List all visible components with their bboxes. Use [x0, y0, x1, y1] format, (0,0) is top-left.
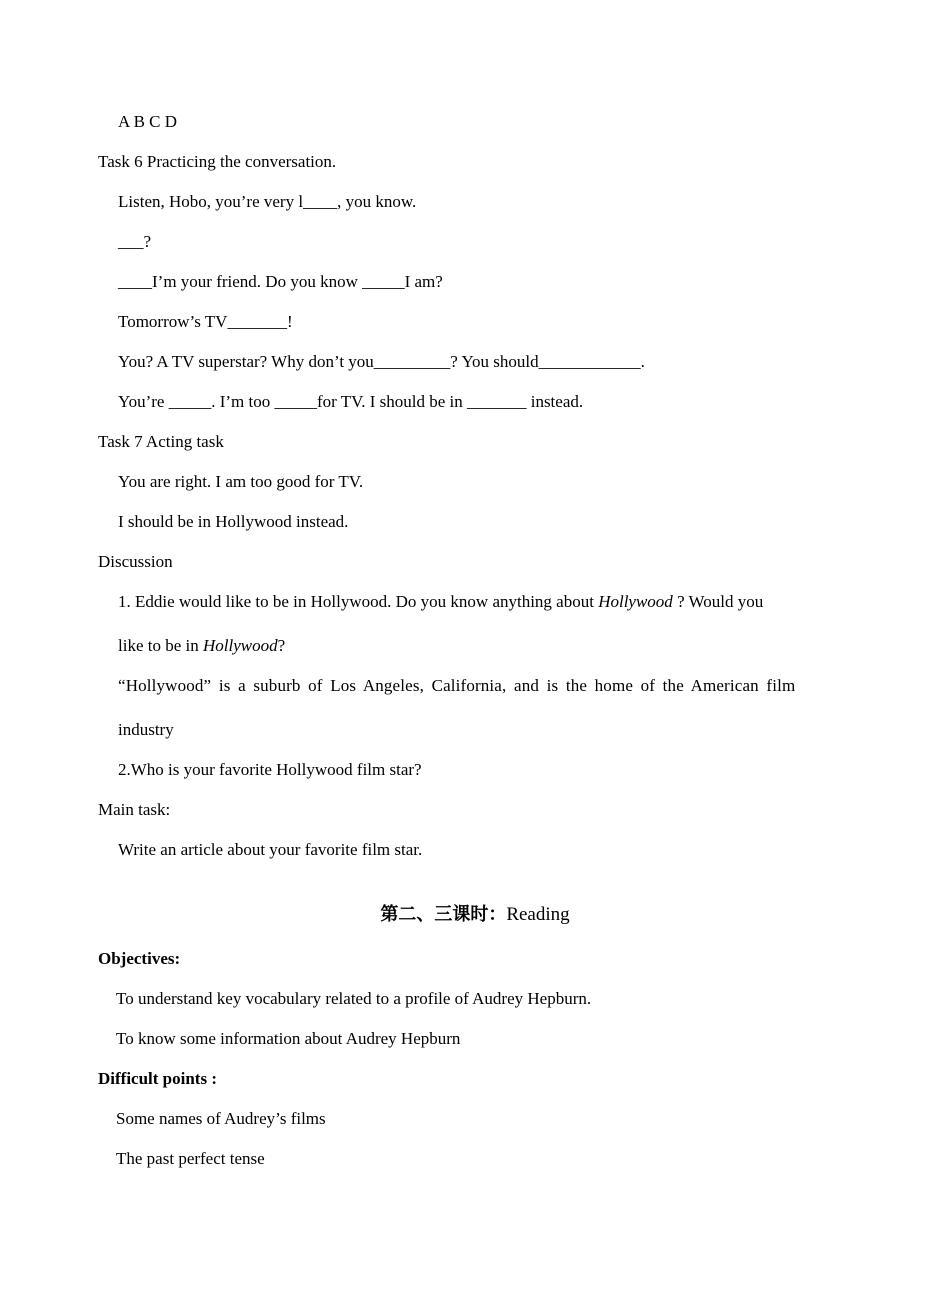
hollywood-description-cont: industry	[118, 720, 174, 739]
section-title	[0, 904, 950, 926]
difficult-points-label-text: Difficult points :	[98, 1069, 217, 1088]
objective-item: To know some information about Audrey Hepburn	[116, 1029, 461, 1048]
discussion-q1-text: 1. Eddie would like to be in Hollywood. Do you know anything about	[118, 592, 599, 611]
acting-line-1: You are right. I am too good for TV.	[118, 472, 364, 491]
conversation-line-6: You’re _____. I’m too _____for TV. I should be in _______ instead.	[118, 392, 584, 411]
discussion-q1-tail: ? Would you	[672, 592, 764, 611]
discussion-q1b-tail: ?	[277, 636, 286, 655]
conversation-line-3: ____I’m your friend. Do you know _____I am?	[118, 272, 443, 291]
discussion-q1b-text: like to be in	[118, 636, 203, 655]
task6-heading: Task 6 Practicing the conversation.	[98, 152, 337, 171]
difficult-points-label	[98, 1068, 217, 1090]
acting-line-2: I should be in Hollywood instead.	[118, 512, 349, 531]
discussion-question-1-cont	[118, 635, 285, 657]
conversation-line-4: Tomorrow’s TV_______!	[118, 312, 293, 331]
main-task-heading: Main task:	[98, 800, 171, 819]
section-title-en: Reading	[506, 904, 570, 925]
discussion-question-2: 2.Who is your favorite Hollywood film star?	[118, 760, 422, 779]
task7-heading: Task 7 Acting task	[98, 432, 224, 451]
discussion-q1b-italic: Hollywood	[202, 636, 278, 655]
conversation-line-2: ___?	[118, 232, 152, 251]
main-task-body: Write an article about your favorite film star.	[118, 840, 423, 859]
conversation-line-5: You? A TV superstar? Why don’t you_________? You should____________.	[118, 352, 645, 371]
answer-options: A B C D	[118, 112, 178, 131]
discussion-heading: Discussion	[98, 552, 173, 571]
discussion-q1-italic: Hollywood	[598, 592, 673, 611]
objective-item: To understand key vocabulary related to a profile of Audrey Hepburn.	[116, 989, 592, 1008]
section-title-cn: 第二、三课时：	[380, 904, 507, 925]
objectives-label-text: Objectives:	[98, 949, 181, 968]
conversation-line-1: Listen, Hobo, you’re very l____, you know.	[118, 192, 417, 211]
objectives-label	[98, 948, 180, 970]
discussion-question-1	[118, 591, 852, 613]
difficult-point-item: The past perfect tense	[116, 1149, 265, 1168]
hollywood-description: “Hollywood” is a suburb of Los Angeles, California, and is the home of the American film	[118, 676, 796, 695]
difficult-point-item: Some names of Audrey’s films	[116, 1109, 326, 1128]
